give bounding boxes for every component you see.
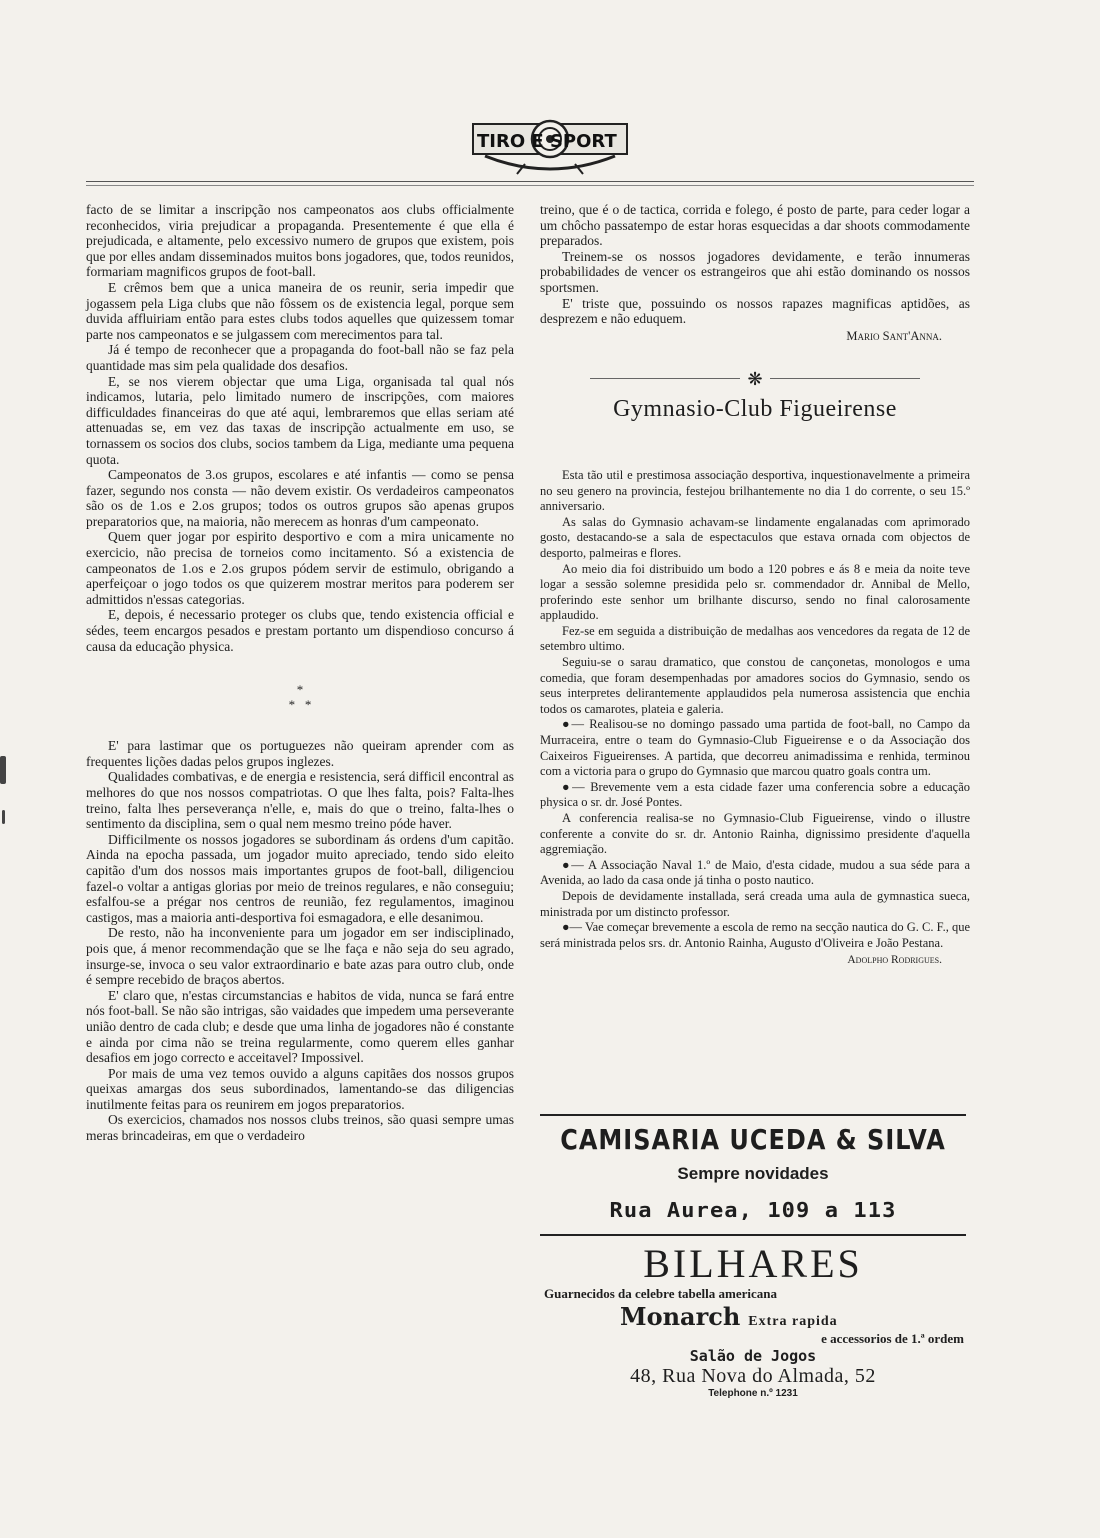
- paragraph: Esta tão util e prestimosa associação desportiva, inquestionavelmente a primeira no seu genero na provincia, festejou brilhantemente no dia 1 do corrente, o seu 15.º anniversario.: [540, 467, 970, 514]
- paragraph: E' triste que, possuindo os nossos rapazes magnificas aptidões, as desprezem e não eduquem.: [540, 295, 970, 327]
- paragraph: E, depois, é necessario proteger os clubs que, tendo existencia official e sédes, teem encargos pesados e prestam portanto um dispendioso concurso á causa da educação physica.: [86, 607, 514, 654]
- paragraph: Quem quer jogar por espirito desportivo e com a mira unicamente no exercicio, não precisa de torneios como incitamento. Só a existencia de campeonatos de 1.os e 2.os grupos pódem servir de estimulo, obrigando a aperfeiçoar o jogo todos os que quizerem mostrar meritos para poderem ser admittidos n'essas categorias.: [86, 529, 514, 607]
- paragraph: E crêmos bem que a unica maneira de os reunir, seria impedir que jogassem pela Liga clubs que não fôssem os de existencia legal, porque sem duvida affluiriam então para estes clubs todos aquelles que quizessem tomar parte nos campeonatos e se julgassem com merecimentos para tal.: [86, 279, 514, 342]
- left-column: [86, 202, 514, 1144]
- section-body: [540, 468, 970, 951]
- ad-bilhares: [540, 1236, 966, 1399]
- section-separator: [540, 370, 970, 388]
- masthead-emblem-icon: [465, 112, 635, 176]
- ad-camisaria-address: Rua Aurea, 109 a 113: [609, 1198, 897, 1222]
- ad-camisaria: [540, 1116, 966, 1222]
- paragraph: Os exercicios, chamados nos nossos clubs treinos, são quasi sempre umas meras brincadeiras, em que o verdadeiro: [86, 1112, 514, 1144]
- paragraph: Campeonatos de 3.os grupos, escolares e até infantis — como se pensa fazer, segundo nos consta — não devem existir. Os verdadeiros campeonatos são os de 1.os e 2.os grupos; todos os outros grupos são apenas grupos preparatorios que, na maioria, não merecem as honras d'um campeonato.: [86, 467, 514, 529]
- paragraph: ●— Realisou-se no domingo passado uma partida de foot-ball, no Campo da Murraceira, entre o team do Gymnasio-Club Figueirense e o da Associação dos Caixeiros Figueirenses. A partida, que decorreu animadissima e renhida, terminou com a victoria para o grupo do Gymnasio que marcou quatro goals contra um.: [540, 717, 970, 779]
- paragraph: E' para lastimar que os portuguezes não queiram aprender com as frequentes lições dadas pelos grupos inglezes.: [86, 738, 514, 769]
- separator-line: [770, 378, 920, 379]
- paragraph: Qualidades combativas, e de energia e resistencia, será difficil encontral as melhores do que nos nossos compatriotas. O que lhes falta, pois? Falta-lhes treino, falta lhes perseverança n'elle, e, mais do que o treino, falta-lhes o sentimento da disciplina, sem o qual nem mesmo treino póde haver.: [86, 769, 514, 832]
- page-edge-mark: [2, 810, 5, 824]
- paragraph: Por mais de uma vez temos ouvido a alguns capitães dos nossos grupos queixas amargas dos seus subordinados, lamentando-se das diligencias inutilmente feitas para os reunirem em jogos preparatorios.: [86, 1065, 514, 1112]
- ad-bilhares-line: Guarnecidos da celebre tabella americana: [544, 1286, 778, 1301]
- masthead-title: TIRO E SPORT: [477, 131, 617, 152]
- ad-bilhares-brand-note: Extra rapida: [748, 1314, 838, 1329]
- paragraph: Seguiu-se o sarau dramatico, que constou de cançonetas, monologos e uma comedia, que foram desempenhadas por amadores socios do Gymnasio, sendo os seus interpretes delirantemente applaudidos pela numerosa assistencia que enchia todos os camarotes, plateia e galeria.: [540, 655, 970, 716]
- paragraph: Já é tempo de reconhecer que a propaganda do foot-ball não se faz pela quantidade mas sim pela qualidade dos desafios.: [86, 342, 514, 373]
- header-rule-secondary: [86, 185, 974, 186]
- ad-bilhares-telephone: Telephone n.º 1231: [708, 1388, 798, 1399]
- paragraph: E, se nos vierem objectar que uma Liga, organisada tal qual nós indicamos, lutaria, pelo limitado numero de inscripções, com maiores difficuldades financeiras do que até aqui, lembraremos que ellas seriam até attenuadas se, em vez das taxas de inscripção actualmente em uso, se tornassem os socios dos clubs, socios tambem da Liga, mediante uma pequena quota.: [86, 373, 514, 467]
- paragraph: As salas do Gymnasio achavam-se lindamente engalanadas com aprimorado gosto, destacando-se a sala de espectaculos que estava ornada com objectos de desporto, palmeiras e flores.: [540, 514, 970, 560]
- paragraph: ●— A Associação Naval 1.º de Maio, d'esta cidade, mudou a sua séde para a Avenida, ao lado da casa onde já tinha o posto nautico.: [540, 857, 970, 888]
- signature-mario: Mario Sant'Anna.: [846, 328, 942, 343]
- paragraph: A conferencia realisa-se no Gymnasio-Club Figueirense, vindo o illustre conferente a convite do sr. dr. Antonio Rainha, dignissimo presidente d'aquella aggremiação.: [540, 811, 970, 857]
- paragraph: De resto, não ha inconveniente para um jogador em ser indisciplinado, pois que, á menor recommendação que se lhe faça e não seja do seu agrado, insurge-se, invoca o seu valor extraordinario e bate azas para outro club, onde é sempre recebido de braços abertos.: [86, 925, 514, 988]
- ad-bilhares-title: BILHARES: [643, 1241, 863, 1286]
- advertisements: [540, 1114, 966, 1399]
- paragraph: ●— Vae começar brevemente a escola de remo na secção nautica do G. C. F., que será ministrada pelos srs. dr. Antonio Rainha, Augusto d'Oliveira e João Pestana.: [540, 920, 970, 950]
- asterism: * * *: [288, 682, 312, 713]
- ad-bilhares-accessories: e accessorios de 1.ª ordem: [821, 1331, 964, 1346]
- paragraph: Ao meio dia foi distribuido um bodo a 120 pobres e ás 8 e meia da noite teve logar a sessão solemne presidida pelo sr. commendador dr. Annibal de Mello, proferindo este senhor um brilhante discurso, sendo no final calorosamente applaudido.: [540, 561, 970, 623]
- right-column: [540, 202, 970, 969]
- ad-camisaria-subtitle: Sempre novidades: [677, 1164, 829, 1183]
- paragraph: treino, que é o de tactica, corrida e folego, é posto de parte, para ceder logar a um chôcho passatempo de estar horas esquecidas a dar shoots commodamente preparados.: [540, 202, 970, 249]
- paragraph: facto de se limitar a inscripção nos campeonatos aos clubs officialmente reconhecidos, viria prejudicar a propaganda. Presentemente é que ella é prejudicada, e altamente, pelo excessivo numero de grupos que existem, pois que por elles andam disseminados muitos bons jogadores, que, todos reunidos, formariam magnificos grupos de foot-ball.: [86, 202, 514, 280]
- ad-bilhares-brand-row: [540, 1302, 966, 1331]
- separator-line: [590, 378, 740, 379]
- paragraph: ●— Brevemente vem a esta cidade fazer uma conferencia sobre a educação physica o sr. dr. José Pontes.: [540, 779, 970, 810]
- paragraph: Difficilmente os nossos jogadores se subordinam ás ordens d'um capitão. Ainda na epocha passada, um jogador muito apreciado, tendo sido eleito capitão d'um dos nossos mais importantes grupos de foot-ball, diligenciou fazel-o voltar a antigas glorias por meio de treinos regulares, e não conseguiu; esfalfou-se a prégar nos centros de reunião, fez regulamentos, imaginou castigos, mas a maioria anti-desportiva foi esmagadora, e elle desanimou.: [86, 831, 514, 925]
- ad-bilhares-salao: Salão de Jogos: [689, 1347, 817, 1365]
- ornament-icon: ❋: [747, 369, 763, 390]
- paragraph: Fez-se em seguida a distribuição de medalhas aos vencedores da regata de 12 de setembro ultimo.: [540, 623, 970, 654]
- paragraph: Depois de devidamente installada, será creada uma aula de gymnastica sueca, ministrada por um distincto professor.: [540, 888, 970, 919]
- paragraph: E' claro que, n'estas circumstancias e habitos de vida, nunca se fará entre nós foot-ball. Se não são intrigas, são vaidades que impedem uma perseverante união dentro de cada club; e desde que uma linha de jogadores não é constante e ainda por cima não se treina regularmente, como querem elles ganhar desafios em jogo correcto e acceitavel? Impossivel.: [86, 987, 514, 1066]
- ad-bilhares-address: 48, Rua Nova do Almada, 52: [630, 1365, 876, 1387]
- paragraph: Treinem-se os nossos jogadores devidamente, e terão innumeras probabilidades de vencer os estrangeiros que ahi estão dominando os nossos sportsmen.: [540, 248, 970, 295]
- ad-camisaria-title: CAMISARIA UCEDA & SILVA: [560, 1123, 946, 1157]
- header-rule: [86, 181, 974, 182]
- page-edge-mark: [0, 756, 6, 784]
- section-title: Gymnasio-Club Figueirense: [613, 396, 897, 423]
- signature-adolpho: Adolpho Rodrigues.: [847, 954, 942, 967]
- ad-bilhares-brand: Monarch: [620, 1302, 741, 1331]
- masthead-logo: [0, 112, 1100, 181]
